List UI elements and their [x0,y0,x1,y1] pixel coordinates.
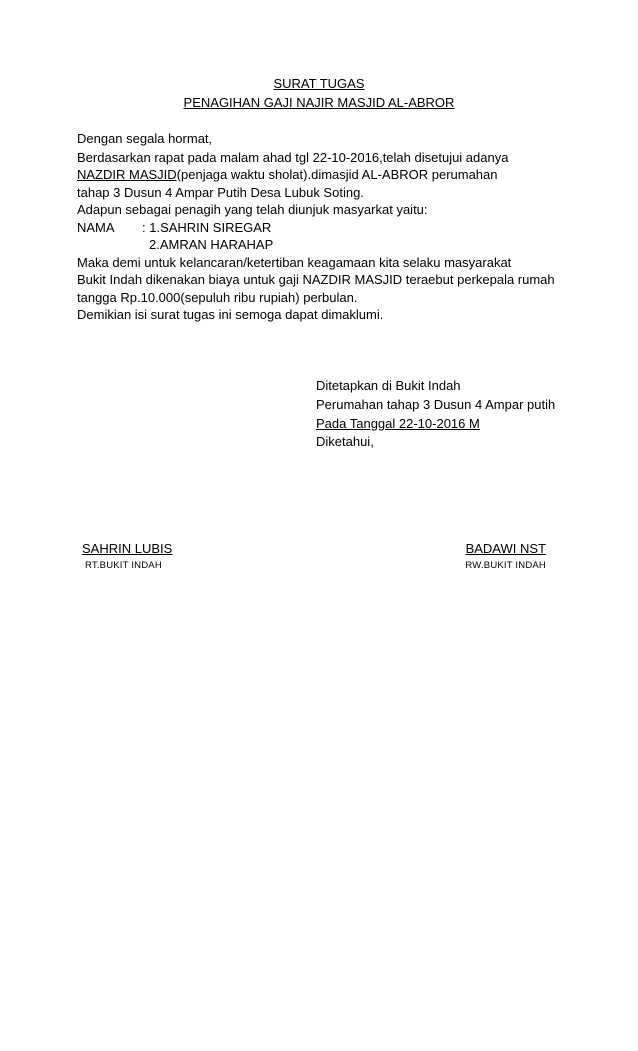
body-line-6: Bukit Indah dikenakan biaya untuk gaji NAZDIR MASJID teraebut perkepala rumah [77,272,555,287]
left-signatory-title: RT.BUKIT INDAH [85,560,162,571]
set-at: Ditetapkan di Bukit Indah [316,378,461,393]
set-location: Perumahan tahap 3 Dusun 4 Ampar putih [316,397,556,412]
letter-subtitle: PENAGIHAN GAJI NAJIR MASJID AL-ABROR [183,95,455,110]
letter-title: SURAT TUGAS [273,76,365,91]
body-line-2 [77,166,498,183]
body-line-3: tahap 3 Dusun 4 Ampar Putih Desa Lubuk Soting. [77,185,364,200]
body-line-1: Berdasarkan rapat pada malam ahad tgl 22-10-2016,telah disetujui adanya [77,150,509,165]
acknowledged: Diketahui, [316,434,374,449]
name-entry-2: 2.AMRAN HARAHAP [149,237,274,252]
name-entry-1: : 1.SAHRIN SIREGAR [142,220,272,235]
nazdir-masjid-underlined: NAZDIR MASJID [77,167,177,182]
body-line-4: Adapun sebagai penagih yang telah diunjuk masyarkat yaitu: [77,202,428,217]
body-line-5: Maka demi untuk kelancaran/ketertiban keagamaan kita selaku masyarakat [77,255,512,270]
body-line-7: tangga Rp.10.000(sepuluh ribu rupiah) perbulan. [77,290,358,305]
set-date: Pada Tanggal 22-10-2016 M [316,416,480,431]
name-label: NAMA [77,220,115,235]
body-line-8: Demikian isi surat tugas ini semoga dapat dimaklumi. [77,307,384,322]
body-line-2-rest: (penjaga waktu sholat).dimasjid AL-ABROR perumahan [176,167,498,182]
right-signatory-name: BADAWI NST [465,541,546,556]
left-signatory-name: SAHRIN LUBIS [82,541,173,556]
right-signatory-title: RW.BUKIT INDAH [465,560,546,571]
greeting: Dengan segala hormat, [77,131,213,146]
